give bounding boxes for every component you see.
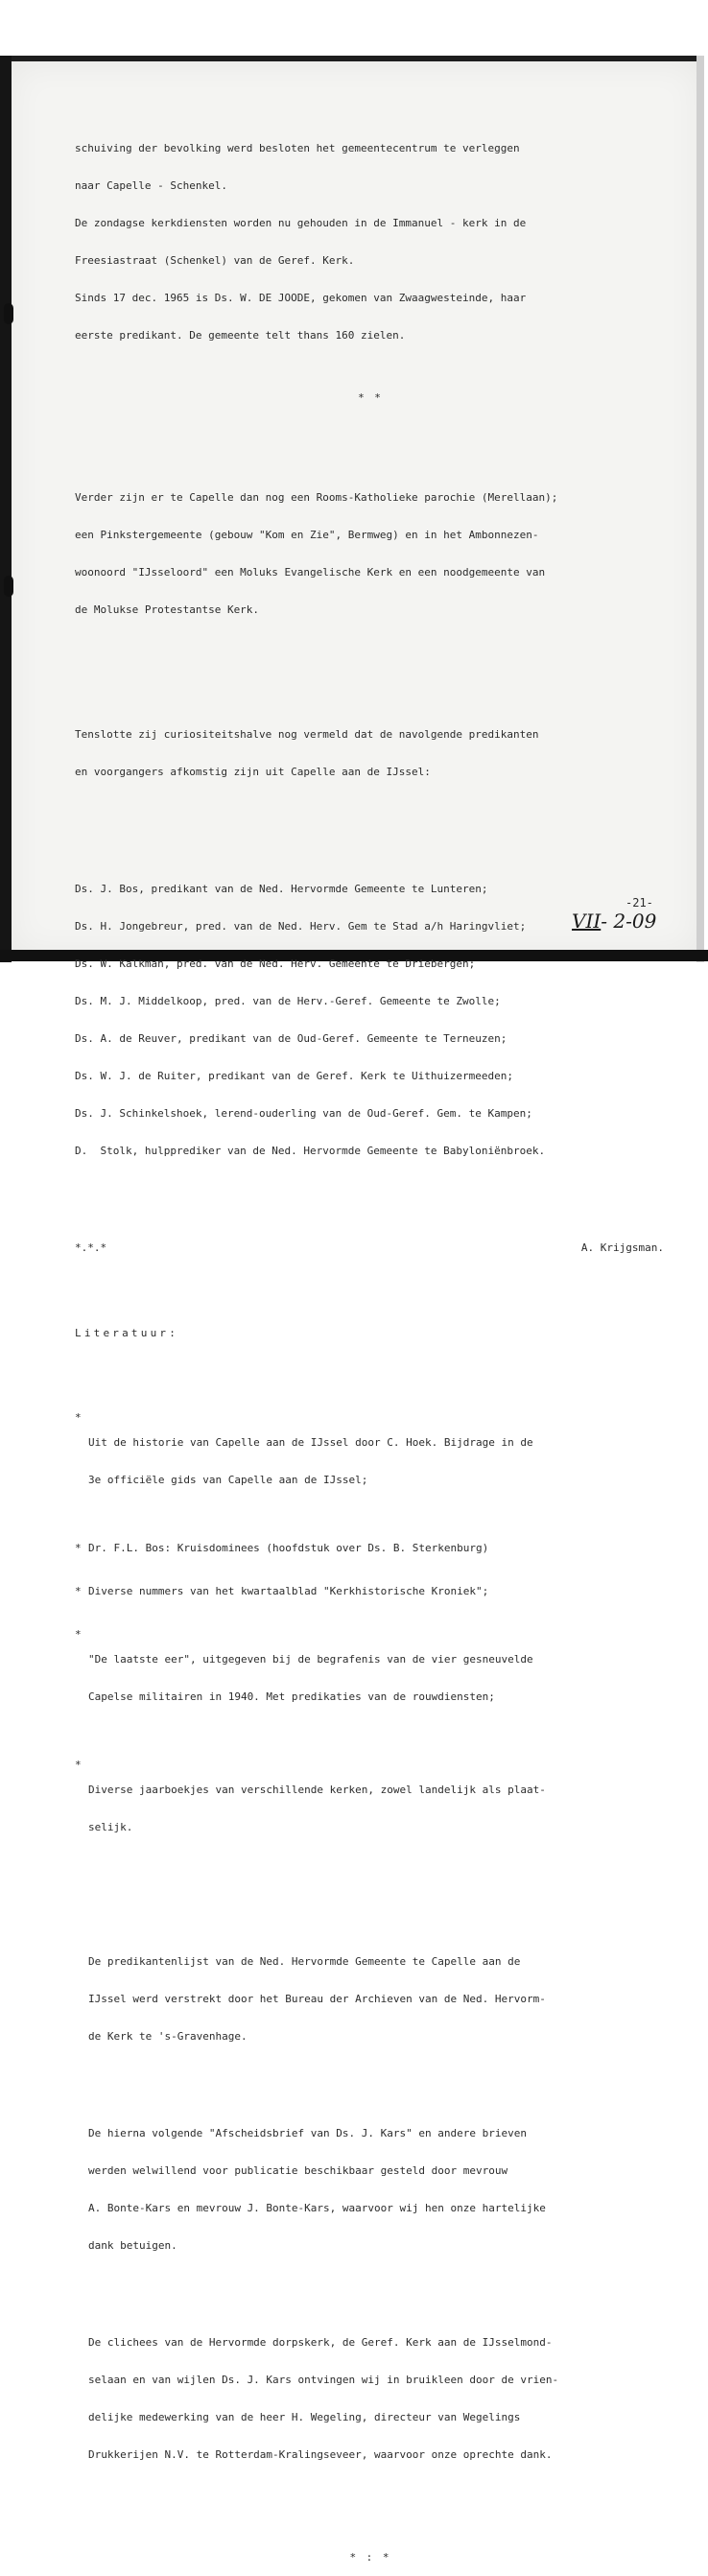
- preacher-list: [75, 858, 666, 1182]
- bullet-icon: *: [75, 1585, 82, 1597]
- text-line: en voorgangers afkomstig zijn uit Capelle aan de IJssel:: [75, 766, 431, 778]
- text-line: eerste predikant. De gemeente telt thans 160 zielen.: [75, 329, 406, 342]
- text-line: Verder zijn er te Capelle dan nog een Rooms-Katholieke parochie (Merellaan);: [75, 491, 558, 504]
- scan-edge-right: [696, 56, 704, 962]
- scan-edge-left: [0, 56, 12, 962]
- bullet-icon: *: [75, 1542, 82, 1554]
- text-line: naar Capelle - Schenkel.: [75, 179, 227, 192]
- preacher-entry: Ds. J. Bos, predikant van de Ned. Hervormde Gemeente te Lunteren;: [75, 883, 488, 895]
- author-signature: A. Krijgsman.: [580, 1241, 664, 1254]
- bullet-icon: *: [75, 1628, 82, 1641]
- literature-heading: Literatuur:: [75, 1327, 179, 1339]
- closing-paragraph: De hierna volgende "Afscheidsbrief van Ds. J. Kars" en andere brieven werden welwillend voor publicatie beschikbaar gesteld door mevrouw A. Bonte-Kars en mevrouw J. Bonte-Kars, waarvoor wij hen onze hartelijke dank betuigen.: [88, 2127, 546, 2252]
- text-line: De zondagse kerkdiensten worden nu gehouden in de Immanuel - kerk in de: [75, 217, 527, 229]
- preacher-entry: Ds. W. Kalkman, pred. van de Ned. Herv. Gemeente te Driebergen;: [75, 957, 476, 970]
- paragraph-1: [75, 117, 666, 366]
- literature-item: * "De laatste eer", uitgegeven bij de begrafenis van de vier gesneuvelde Capelse militairen in 1940. Met predikaties van de rouwdiensten;: [75, 1628, 666, 1728]
- text-line: een Pinkstergemeente (gebouw "Kom en Zie", Bermweg) en in het Ambonnezen-: [75, 529, 539, 541]
- section-divider: * *: [358, 391, 383, 404]
- bullet-icon: *: [75, 1411, 82, 1424]
- preacher-entry: Ds. W. J. de Ruiter, predikant van de Geref. Kerk te Uithuizermeeden;: [75, 1070, 513, 1082]
- document-text: [75, 92, 666, 2576]
- page-number: -21-: [625, 896, 653, 910]
- text-line: woonoord "IJsseloord" een Moluks Evangelische Kerk en een noodgemeente van: [75, 566, 546, 579]
- section-divider-dots: *.*.*: [75, 1241, 107, 1254]
- literature-item: * Diverse nummers van het kwartaalblad "Kerkhistorische Kroniek";: [75, 1585, 489, 1597]
- literature-list: [75, 1386, 666, 1883]
- preacher-entry: Ds. J. Schinkelshoek, lerend-ouderling van de Oud-Geref. Gem. te Kampen;: [75, 1107, 532, 1120]
- archive-stamp: VII- 2-09: [572, 910, 657, 933]
- text-line: Tenslotte zij curiositeitshalve nog vermeld dat de navolgende predikanten: [75, 728, 539, 741]
- end-divider: * : *: [349, 2551, 391, 2564]
- literature-item: * Dr. F.L. Bos: Kruisdominees (hoofdstuk over Ds. B. Sterkenburg): [75, 1542, 489, 1554]
- preacher-entry: Ds. A. de Reuver, predikant van de Oud-Geref. Gemeente te Terneuzen;: [75, 1032, 507, 1045]
- punch-hole-top: [4, 303, 13, 324]
- text-line: de Molukse Protestantse Kerk.: [75, 603, 260, 616]
- literature-item: * Uit de historie van Capelle aan de IJssel door C. Hoek. Bijdrage in de 3e officiële gids van Capelle aan de IJssel;: [75, 1411, 666, 1511]
- paragraph-3: [75, 703, 666, 803]
- preacher-entry: D. Stolk, hulpprediker van de Ned. Hervormde Gemeente te Babyloniënbroek.: [75, 1145, 546, 1157]
- paragraph-2: [75, 466, 666, 641]
- scan-edge-top: [8, 56, 702, 61]
- text-line: Sinds 17 dec. 1965 is Ds. W. DE JOODE, gekomen van Zwaagwesteinde, haar: [75, 292, 527, 304]
- preacher-entry: Ds. H. Jongebreur, pred. van de Ned. Herv. Gem te Stad a/h Haringvliet;: [75, 920, 527, 933]
- text-line: schuiving der bevolking werd besloten het gemeentecentrum te verleggen: [75, 142, 520, 154]
- preacher-entry: Ds. M. J. Middelkoop, pred. van de Herv.-Geref. Gemeente te Zwolle;: [75, 995, 501, 1007]
- closing-paragraph: De predikantenlijst van de Ned. Hervormde Gemeente te Capelle aan de IJssel werd verstrekt door het Bureau der Archieven van de Ned. Hervorm- de Kerk te 's-Gravenhage.: [88, 1955, 546, 2043]
- literature-item: * Diverse jaarboekjes van verschillende kerken, zowel landelijk als plaat- selijk.: [75, 1759, 666, 1858]
- punch-hole-bottom: [4, 576, 13, 597]
- bullet-icon: *: [75, 1759, 82, 1771]
- closing-paragraph: De clichees van de Hervormde dorpskerk, de Geref. Kerk aan de IJsselmond- selaan en van wijlen Ds. J. Kars ontvingen wij in bruikleen door de vrien- delijke medewerking van de heer H. Wegeling, directeur van Wegelings Drukkerijen N.V. te Rotterdam-Kralingseveer, waarvoor onze oprechte dank.: [88, 2336, 559, 2461]
- text-line: Freesiastraat (Schenkel) van de Geref. Kerk.: [75, 254, 355, 267]
